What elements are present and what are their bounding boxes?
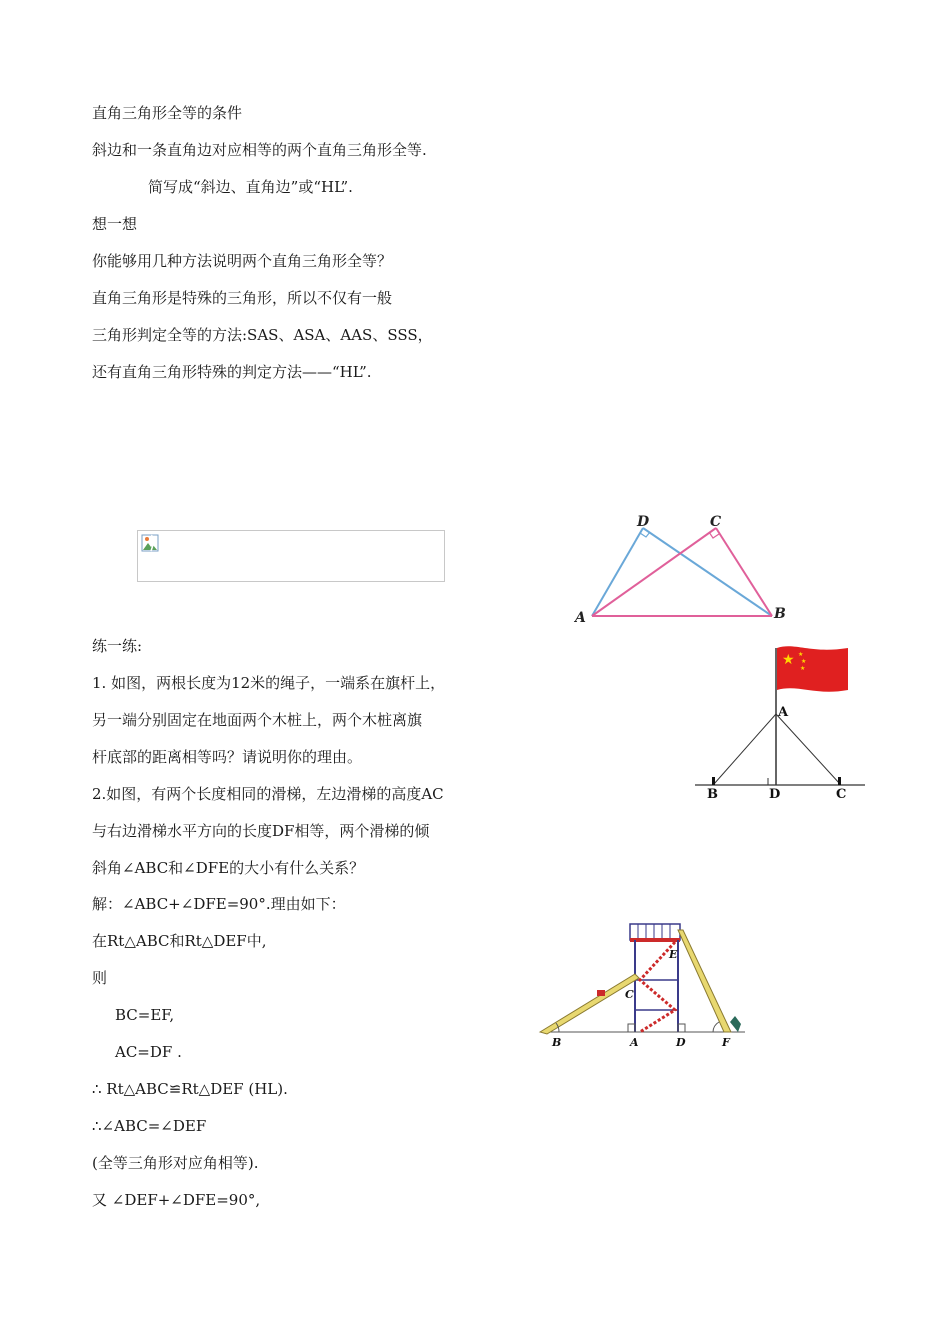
flag-star-icon: ★ xyxy=(782,652,795,668)
label-d: D xyxy=(676,1036,686,1049)
right-angle-mark-a xyxy=(628,1024,635,1032)
label-a: A xyxy=(778,705,789,720)
rider-icon xyxy=(597,990,605,996)
tower-deck xyxy=(630,938,680,942)
child-icon xyxy=(730,1016,741,1032)
practice-title: 练一练: xyxy=(92,637,143,655)
stake-c xyxy=(838,777,841,785)
hl-abbreviation: 简写成“斜边、直角边”或“HL”. xyxy=(148,178,353,196)
solution-line-2: 在Rt△ABC和Rt△DEF中, xyxy=(92,932,267,950)
flag-small-star-icon-2: ★ xyxy=(801,658,807,665)
think-paragraph-2: 三角形判定全等的方法:SAS、ASA、AAS、SSS， xyxy=(92,326,433,344)
label-f: F xyxy=(722,1036,730,1049)
solution-line-4: BC=EF, xyxy=(115,1006,175,1024)
label-c: C xyxy=(625,988,634,1001)
solution-line-3: 则 xyxy=(92,969,108,987)
stake-b xyxy=(712,777,715,785)
think-paragraph-1: 直角三角形是特殊的三角形，所以不仅有一般 xyxy=(92,289,393,307)
solution-line-1: 解：∠ABC+∠DFE=90°.理由如下： xyxy=(92,895,346,913)
left-slide xyxy=(540,974,639,1034)
angle-arc-f xyxy=(713,1022,719,1032)
right-angle-mark-d xyxy=(678,1024,685,1032)
rope-ab xyxy=(714,714,776,784)
segment-ad xyxy=(592,528,643,616)
label-b: B xyxy=(707,787,718,802)
label-d: D xyxy=(637,514,650,530)
question-2-line-3: 斜角∠ABC和∠DFE的大小有什么关系？ xyxy=(92,859,365,877)
triangles-figure xyxy=(570,510,790,630)
label-d: D xyxy=(769,787,781,802)
segment-cb xyxy=(716,528,772,616)
think-question: 你能够用几种方法说明两个直角三角形全等？ xyxy=(92,252,393,270)
segment-db xyxy=(643,528,772,616)
right-slide xyxy=(678,930,731,1032)
broken-image-icon xyxy=(141,534,159,552)
think-title: 想一想 xyxy=(92,215,138,233)
question-1-line-2: 另一端分别固定在地面两个木桩上，两个木桩离旗 xyxy=(92,711,423,729)
section-heading: 直角三角形全等的条件 xyxy=(92,104,243,122)
question-1-line-3: 杆底部的距离相等吗？请说明你的理由。 xyxy=(92,748,363,766)
solution-line-8: (全等三角形对应角相等). xyxy=(92,1154,259,1172)
label-b: B xyxy=(552,1036,562,1049)
segment-ac xyxy=(592,528,716,616)
broken-image-placeholder xyxy=(137,530,445,582)
slides-figure xyxy=(535,912,750,1052)
label-c: C xyxy=(710,514,722,530)
label-e: E xyxy=(669,948,678,961)
think-paragraph-3: 还有直角三角形特殊的判定方法——“HL”. xyxy=(92,363,372,381)
question-2-line-2: 与右边滑梯水平方向的长度DF相等，两个滑梯的倾 xyxy=(92,822,430,840)
question-2-line-1: 2.如图，有两个长度相同的滑梯，左边滑梯的高度AC xyxy=(92,785,444,803)
flag-small-star-icon-3: ★ xyxy=(800,665,806,672)
label-a: A xyxy=(630,1036,639,1049)
flagpole-figure xyxy=(690,640,870,805)
solution-line-9: 又 ∠DEF+∠DFE=90°, xyxy=(92,1191,261,1209)
solution-line-5: AC=DF . xyxy=(115,1043,182,1061)
question-1-line-1: 1. 如图，两根长度为12米的绳子，一端系在旗杆上， xyxy=(92,674,446,692)
solution-line-6: ∴ Rt△ABC≌Rt△DEF (HL). xyxy=(92,1080,288,1098)
label-a: A xyxy=(575,610,586,626)
hl-theorem: 斜边和一条直角边对应相等的两个直角三角形全等. xyxy=(92,141,427,159)
flag-small-star-icon: ★ xyxy=(798,651,804,658)
solution-line-7: ∴∠ABC=∠DEF xyxy=(92,1117,207,1135)
label-b: B xyxy=(774,606,786,622)
rope-ac xyxy=(776,714,840,784)
label-c: C xyxy=(836,787,847,802)
